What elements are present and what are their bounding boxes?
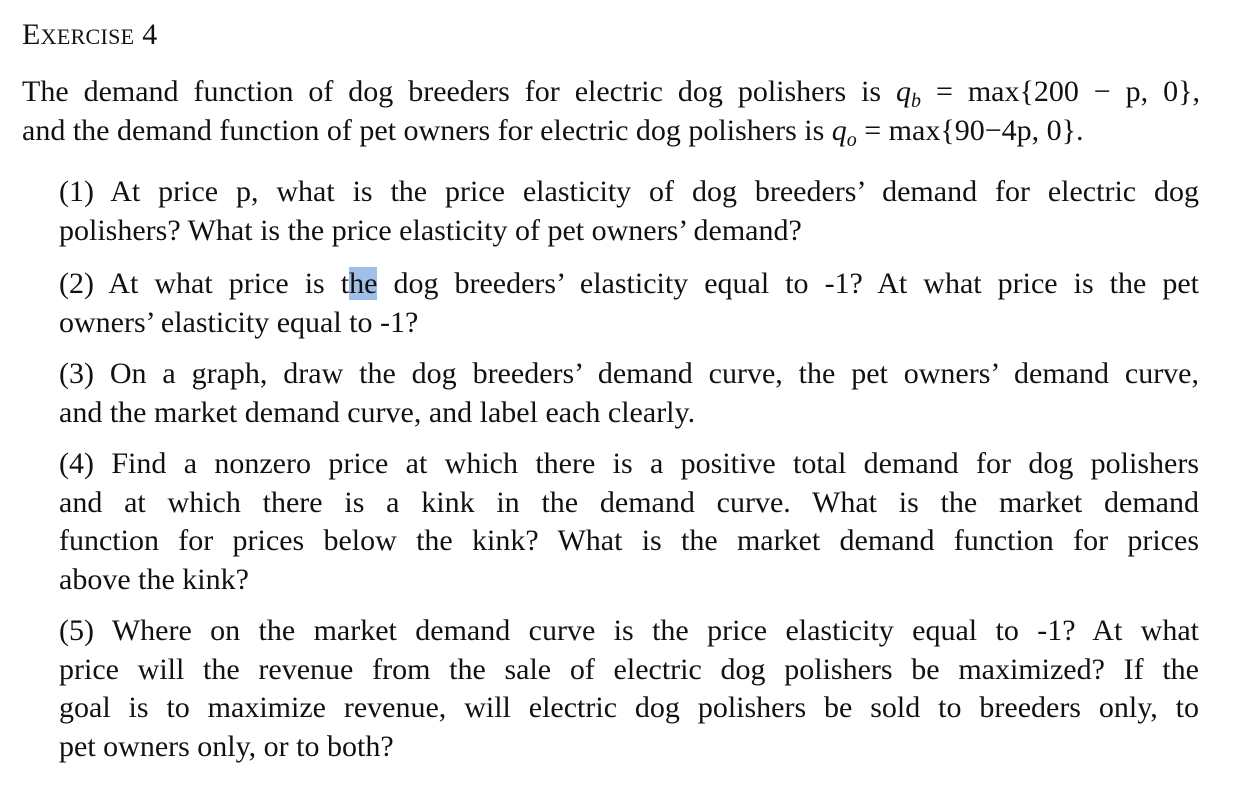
question-4 bbox=[59, 445, 1199, 599]
question-1 bbox=[59, 173, 1199, 250]
question-3 bbox=[59, 355, 1199, 432]
question-4-line: and at which there is a kink in the demand curve. What is the market demand bbox=[59, 485, 1199, 519]
question-5-line: (5) Where on the market demand curve is the price elasticity equal to -1? At what bbox=[59, 614, 1199, 647]
question-5-line: pet owners only, or to both? bbox=[59, 729, 394, 763]
question-3-line: (3) On a graph, draw the dog breeders’ demand curve, the pet owners’ demand curve, bbox=[59, 357, 1199, 390]
question-4-line: above the kink? bbox=[59, 562, 249, 596]
exercise-label: EXERCISE bbox=[22, 18, 135, 51]
question-5 bbox=[59, 612, 1199, 766]
exercise-heading bbox=[22, 16, 158, 56]
question-1-line: (1) At price p, what is the price elasticity of dog breeders’ demand for electric dog bbox=[59, 175, 1199, 208]
intro-line-2: and the demand function of pet owners for electric dog polishers is $q_o = \max\{90-4p$, 0}. bbox=[22, 114, 1084, 151]
exercise-number: 4 bbox=[142, 18, 158, 51]
question-1-line: polishers? What is the price elasticity of pet owners’ demand? bbox=[59, 213, 802, 247]
intro-paragraph bbox=[22, 72, 1200, 150]
question-2-line: owners’ elasticity equal to -1? bbox=[59, 305, 419, 339]
question-4-line: function for prices below the kink? What is the market demand function for prices bbox=[59, 524, 1199, 557]
question-2 bbox=[59, 265, 1199, 342]
text-selection-highlight[interactable]: he bbox=[349, 267, 378, 300]
question-3-line: and the market demand curve, and label each clearly. bbox=[59, 395, 696, 429]
question-5-line: price will the revenue from the sale of electric dog polishers be maximized? If the bbox=[59, 652, 1199, 686]
intro-line-1: The demand function of dog breeders for electric dog polishers is $q_b = \max\{200 - p$, 0}, bbox=[22, 75, 1200, 112]
question-4-line: (4) Find a nonzero price at which there is a positive total demand for dog polishers bbox=[59, 447, 1199, 480]
question-2-line: (2) At what price is the dog breeders’ elasticity equal to -1? At what price is the pet bbox=[59, 267, 1199, 300]
question-5-line: goal is to maximize revenue, will electric dog polishers be sold to breeders only, to bbox=[59, 691, 1199, 724]
